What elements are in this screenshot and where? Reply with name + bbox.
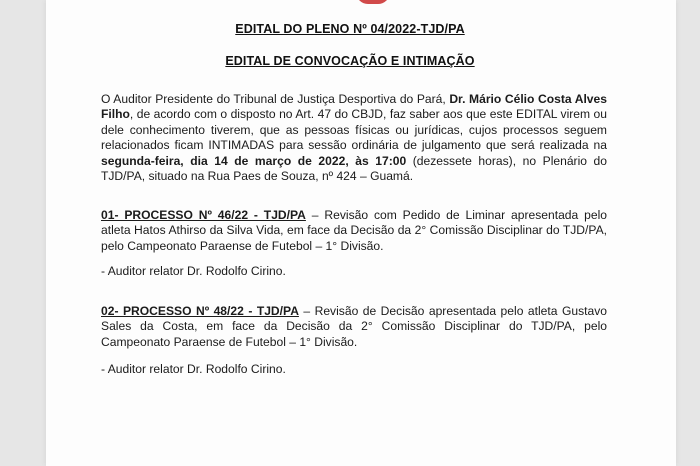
process-text-2: – Revisão de Decisão apresentada pelo atleta Gustavo Sales da Costa, em face da Decisão da 2° Comissão Disciplinar do TJD/PA, pelo Campeonato Paraense de Futebol – 1° Divisão. (101, 304, 607, 349)
process-reporter-2: - Auditor relator Dr. Rodolfo Cirino. (101, 362, 286, 376)
process-item-1 (101, 208, 607, 254)
edict-subtitle: EDITAL DE CONVOCAÇÃO E INTIMAÇÃO (225, 54, 475, 68)
logo-emblem-icon (356, 0, 390, 4)
edict-title: EDITAL DO PLENO Nº 04/2022-TJD/PA (235, 22, 465, 36)
intro-text-1: O Auditor Presidente do Tribunal de Justiça Desportiva do Pará, (101, 92, 450, 106)
intro-paragraph (101, 92, 607, 184)
process-heading-1: 01- PROCESSO Nº 46/22 - TJD/PA (101, 208, 306, 222)
intro-text-2: , de acordo com o disposto no Art. 47 do CBJD, faz saber aos que este EDITAL virem ou dele conhecimento tiverem, que as pessoas físicas ou jurídicas, cujos processos seguem relacionados ficam INTIMADAS para sessão ordinária de julgamento que será realizada na (101, 107, 607, 153)
process-item-2 (101, 304, 607, 350)
president-name: Dr. Mário Célio Costa Alves Filho (101, 92, 607, 122)
process-heading-2: 02- PROCESSO Nº 48/22 - TJD/PA (101, 304, 299, 318)
intro-text-3: (dezessete horas), no Plenário do TJD/PA, situado na Rua Paes de Souza, nº 424 – Guamá. (101, 153, 608, 184)
process-reporter-1: - Auditor relator Dr. Rodolfo Cirino. (101, 264, 286, 278)
process-text-1: – Revisão com Pedido de Liminar apresentada pelo atleta Hatos Athirso da Silva Vida, em face da Decisão da 2° Comissão Disciplinar do TJD/PA, pelo Campeonato Paraense de Futebol – 1° Divisão. (101, 208, 607, 253)
session-date: segunda-feira, dia 14 de março de 2022, às 17:00 (101, 153, 407, 168)
